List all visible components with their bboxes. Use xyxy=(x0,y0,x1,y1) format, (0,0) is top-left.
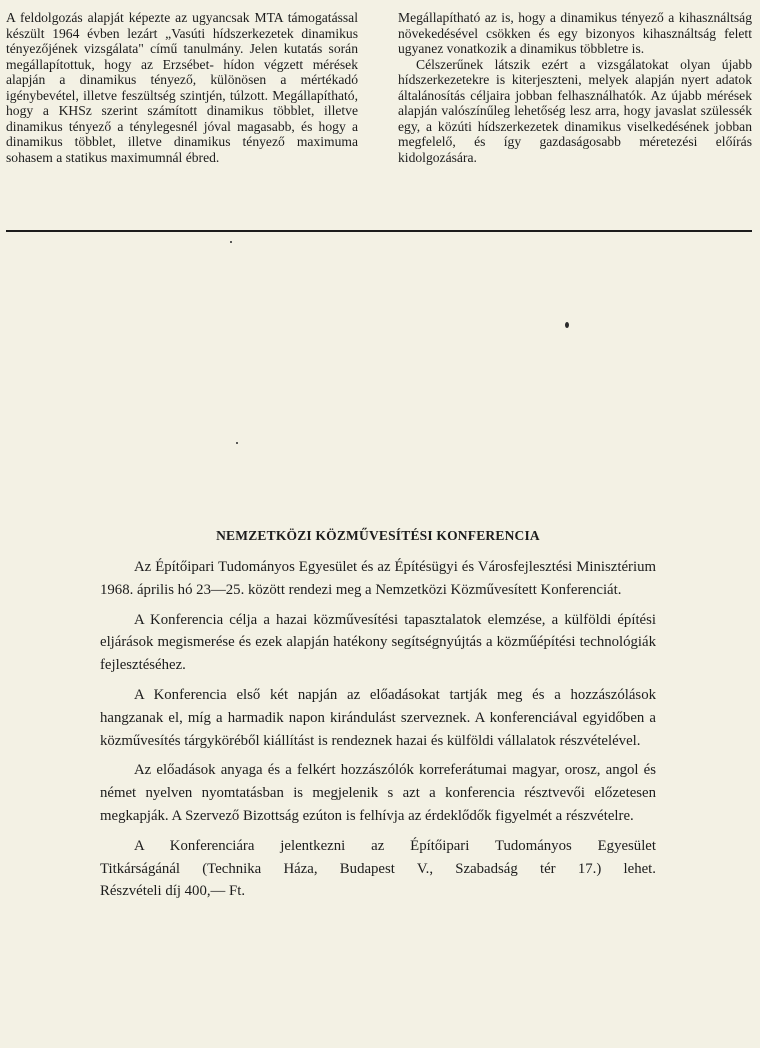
article-paragraph-5-line-1: A Konferenciára jelentkezni az Építőipari Tudományos Egyesület xyxy=(134,837,656,854)
article-paragraph-1: Az Építőipari Tudományos Egyesület és az Építésügyi és Városfejlesztési Minisztérium 1968. április hó 23—25. között rendezi meg a Nemzetközi Közművesített Konferenciát. xyxy=(100,559,656,598)
article-title: NEMZETKÖZI KÖZMŰVESÍTÉSI KONFERENCIA xyxy=(216,528,540,543)
article-paragraph-4: Az előadások anyaga és a felkért hozzászólók korreferátumai magyar, orosz, angol és német nyelven nyomtatásban is megjelenik s azt a konferencia résztvevői előzetesen megkapják. A Szervező Bizottság ezúton is felhívja az érdeklődők figyelmét a részvételre. xyxy=(100,762,656,824)
section-divider xyxy=(6,230,752,232)
article-paragraph-3: A Konferencia első két napján az előadásokat tartják meg és a hozzászólások hangzanak el, míg a harmadik napon kirándulást szerveznek. A konferenciával egyidőben a közművesítés tárgyköréből kiállítást is rendeznek hazai és külföldi vállalatok részvételével. xyxy=(100,686,656,749)
right-column-paragraph-2: Célszerűnek látszik ezért a vizsgálatokat olyan újabb hídszerkezetekre is kiterjeszteni, melyek alapján nyert adatok általánosítás céljaira jobban felhasználhatók. Az újabb mérések alapján valószínűleg lehetőség lesz arra, hogy javaslat szülessék egy, a közúti hídszerkezetek dinamikus viselkedésének jobban megfelelő, és így gazdaságosabb méretezési előírás kidolgozására. xyxy=(398,56,752,165)
conference-announcement xyxy=(100,528,656,910)
right-column xyxy=(398,10,752,165)
article-paragraph-5 xyxy=(100,835,656,903)
article-paragraph-5-line-3: Részvételi díj 400,— Ft. xyxy=(100,883,246,900)
print-speck xyxy=(565,322,569,328)
left-column xyxy=(6,10,358,165)
article-paragraph-5-line-2: Titkárságánál (Technika Háza, Budapest V., Szabadság tér 17.) lehet. xyxy=(100,860,656,877)
article-paragraph-2: A Konferencia célja a hazai közművesítési tapasztalatok elemzése, a külföldi építési eljárások megismerése és ezek alapján hatékony segítségnyújtás a közműépítési technológiák fejlesztéséhez. xyxy=(100,611,656,674)
right-column-paragraph-1: Megállapítható az is, hogy a dinamikus tényező a kihasználtság növekedésével csökken és egy bizonyos kihasználtság felett ugyanez vonatkozik a dinamikus többletre is. xyxy=(398,10,752,56)
print-speck xyxy=(230,241,232,243)
left-column-text: A feldolgozás alapját képezte az ugyancsak MTA támogatással készült 1964 évben lezárt „Vasúti hídszerkezetek dinamikus tényezőjének vizsgálata" című tanulmány. Jelen kutatás során megállapítottuk, hogy az Erzsébet- hídon végzett mérések alapján a dinamikus tényező, különösen a mértékadó igénybevétel, illetve feszültség szintjén, túlzott. Megállapítható, hogy a KHSz szerint számított dinamikus többlet, illetve dinamikus tényező a ténylegesnél jóval magasabb, és hogy a dinamikus többlet, illetve dinamikus tényező maximuma sohasem a statikus maximumnál ébred. xyxy=(6,10,358,165)
print-speck xyxy=(236,442,238,444)
